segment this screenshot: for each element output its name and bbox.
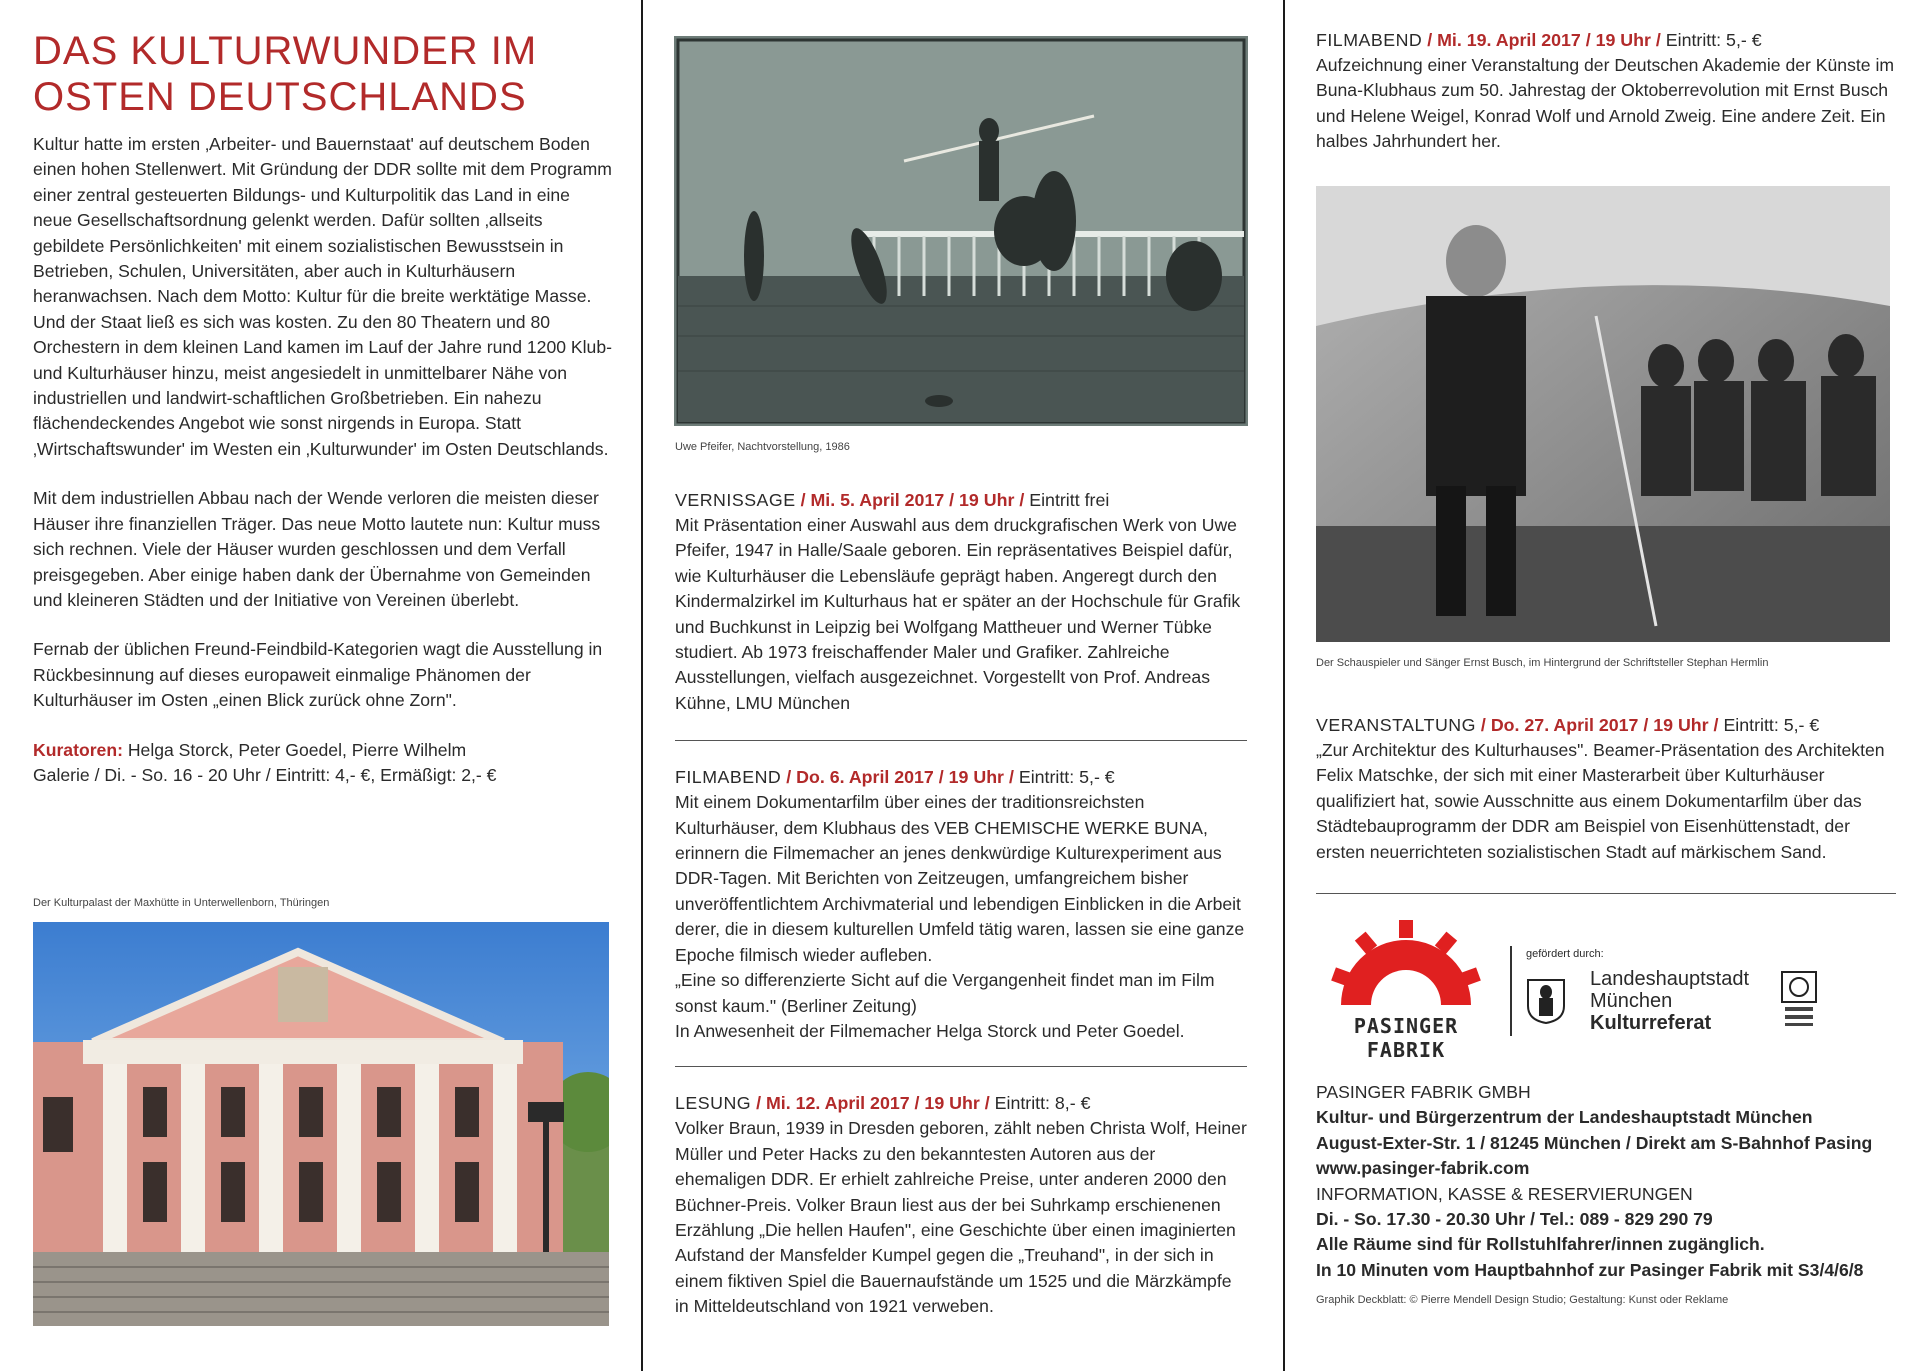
event-date: Do. 6. April 2017 / 19 Uhr xyxy=(796,767,1004,788)
divider xyxy=(675,740,1247,741)
org-line: Kultur- und Bürgerzentrum der Landeshauptstadt München xyxy=(1316,1107,1813,1128)
event-description: „Zur Architektur des Kulturhauses". Beamer-Präsentation des Architekten Felix Matschke, der sich mit einer Masterarbeit über Kulturhäuser qualifiziert hat, sowie Ausschnitte aus einem Dokumentarfilm über das Städtebauprogramm der DDR am Beispiel von Eisenhüttenstadt, der ersten neuerrichteten sozialistischen Stadt auf märkischem Sand. xyxy=(1316,740,1885,862)
logo-divider xyxy=(1510,946,1512,1036)
event-heading: LESUNG / Mi. 12. April 2017 / 19 Uhr / Eintritt: 8,- € xyxy=(675,1093,1091,1114)
org-website[interactable]: www.pasinger-fabrik.com xyxy=(1316,1158,1530,1179)
directions-note: In 10 Minuten vom Hauptbahnhof zur Pasinger Fabrik mit S3/4/6/8 xyxy=(1316,1259,1864,1280)
gear-icon xyxy=(1331,920,1481,1005)
divider xyxy=(675,1066,1247,1067)
event-heading: FILMABEND / Do. 6. April 2017 / 19 Uhr / Eintritt: 5,- € xyxy=(675,767,1115,788)
event-filmabend-19 xyxy=(1316,28,1896,155)
event-description: Aufzeichnung einer Veranstaltung der Deutschen Akademie der Künste im Buna-Klubhaus zum 50. Jahrestag der Oktoberrevolution mit Ernst Busch und Helene Weigel, Konrad Wolf und Arnold Zweig. Eine andere Zeit. Ein halbes Jahrhundert her. xyxy=(1316,55,1895,152)
department-name: Kulturreferat xyxy=(1590,1012,1712,1035)
city-logo xyxy=(1526,948,1896,1034)
press-quote: „Eine so differenzierte Sicht auf die Vergangenheit findet man im Film sonst kaum." (Berliner Zeitung) xyxy=(675,970,1215,1016)
event-note: In Anwesenheit der Filmemacher Helga Storck und Peter Goedel. xyxy=(675,1020,1185,1041)
event-description: Mit einem Dokumentarfilm über eines der traditionsreichsten Kulturhäuser, dem Klubhaus des VEB CHEMISCHE WERKE BUNA, erinnern die Filmemacher an jenes denkwürdige Kulturexperiment aus DDR-Tagen. Mit Berichten von Zeitzeugen, umfangreichem bisher unveröffentlichtem Archivmaterial und lebendigen Einblicken in die Arbeit derer, die in diesem kulturellen Umfeld tätig waren, lassen sie eine ganze Epoche filmisch wieder aufleben. xyxy=(675,792,1245,965)
emblem-icon xyxy=(1781,971,1817,1031)
event-label: LESUNG xyxy=(675,1093,752,1114)
accessibility-note: Alle Räume sind für Rollstuhlfahrer/innen zugänglich. xyxy=(1316,1234,1765,1255)
event-description: Volker Braun, 1939 in Dresden geboren, zählt neben Christa Wolf, Heiner Müller und Peter Hacks zu den bekanntesten Autoren aus der ehemaligen DDR. Er erhielt zahlreiche Preise, unter anderen 2000 den Büchner-Preis. Volker Braun liest aus der bei Suhrkamp erschienenen Erzählung „Die hellen Haufen", eine Geschichte über einen imaginierten Aufstand der Mansfelder Kumpel gegen die „Treuhand", in der sich in einem fiktiven Spiel die Bauernaufstände um 1525 und die Märzkämpfe in Mitteldeutschland von 1921 verweben. xyxy=(675,1118,1247,1317)
credits: Graphik Deckblatt: © Pierre Mendell Design Studio; Gestaltung: Kunst oder Reklame xyxy=(1316,1294,1729,1307)
ernst-busch-photo xyxy=(1316,186,1890,642)
kulturpalast-photo xyxy=(33,922,609,1326)
event-date: Mi. 12. April 2017 / 19 Uhr xyxy=(765,1093,980,1114)
event-fee: Eintritt: 5,- € xyxy=(1723,715,1820,735)
title-line: DAS KULTURWUNDER IM xyxy=(33,29,538,73)
event-fee: Eintritt: 8,- € xyxy=(994,1093,1091,1114)
event-fee: Eintritt: 5,- € xyxy=(1018,767,1115,788)
city-name: Landeshauptstadt xyxy=(1590,968,1750,991)
paragraph: Mit dem industriellen Abbau nach der Wende verloren die meisten dieser Häuser ihre finanziellen Träger. Das neue Motto lautete nun: Kultur muss sich rechnen. Viele der Häuser wurden geschlossen und dem Verfall preisgegeben. Aber einige haben dank der Übernahme von Gemeinden und kleineren Städten und der Initiative von Vereinen überlebt. xyxy=(33,488,601,610)
image-caption: Der Schauspieler und Sänger Ernst Busch, im Hintergrund der Schriftsteller Stephan Hermlin xyxy=(1316,657,1769,669)
gallery-info: Galerie / Di. - So. 16 - 20 Uhr / Eintritt: 4,- €, Ermäßigt: 2,- € xyxy=(33,764,497,785)
pasinger-wordmark: PASINGER FABRIK xyxy=(1353,1014,1459,1063)
column-divider xyxy=(1283,0,1285,1371)
pasinger-logo xyxy=(1316,920,1496,1062)
event-date: Mi. 19. April 2017 / 19 Uhr xyxy=(1437,30,1651,50)
curators-names: Helga Storck, Peter Goedel, Pierre Wilhelm xyxy=(127,739,467,760)
curators-block xyxy=(33,738,612,789)
nachtvorstellung-artwork xyxy=(674,36,1248,426)
image-caption: Der Kulturpalast der Maxhütte in Unterwellenborn, Thüringen xyxy=(33,897,330,909)
org-address: August-Exter-Str. 1 / 81245 München / Direkt am S-Bahnhof Pasing xyxy=(1316,1132,1873,1153)
event-label: VERNISSAGE xyxy=(675,490,796,510)
event-description: Mit Präsentation einer Auswahl aus dem druckgrafischen Werk von Uwe Pfeifer, 1947 in Halle/Saale geboren. Ein repräsentatives Beispiel dafür, wie Kulturhäuser die Lebensläufe geprägt haben. Angeregt durch den Kindermalzirkel im Kulturhaus hat er später an der Hochschule für Grafik und Buchkunst in Leipzig bei Wolfgang Mattheuer und Werner Tübke studiert. Ab 1973 freischaffender Maler und Grafiker. Zahlreiche Ausstellungen, vielfach ausgezeichnet. Vorgestellt von Prof. Andreas Kühne, LMU München xyxy=(675,515,1241,713)
event-heading: VERNISSAGE / Mi. 5. April 2017 / 19 Uhr / Eintritt frei xyxy=(675,490,1110,510)
event-date: Mi. 5. April 2017 / 19 Uhr xyxy=(810,490,1015,510)
event-label: FILMABEND xyxy=(675,767,782,788)
city-name: München xyxy=(1590,990,1673,1013)
organization-info xyxy=(1316,1080,1896,1307)
divider xyxy=(1316,893,1896,894)
event-label: VERANSTALTUNG xyxy=(1316,715,1476,735)
org-hours: Di. - So. 17.30 - 20.30 Uhr / Tel.: 089 - 829 290 79 xyxy=(1316,1209,1713,1230)
event-fee: Eintritt: 5,- € xyxy=(1665,30,1762,50)
event-heading: FILMABEND / Mi. 19. April 2017 / 19 Uhr / Eintritt: 5,- € xyxy=(1316,30,1762,50)
image-caption: Uwe Pfeifer, Nachtvorstellung, 1986 xyxy=(675,441,850,453)
munich-crest-icon xyxy=(1526,978,1566,1024)
event-label: FILMABEND xyxy=(1316,30,1423,50)
event-heading: VERANSTALTUNG / Do. 27. April 2017 / 19 Uhr / Eintritt: 5,- € xyxy=(1316,715,1820,735)
event-veranstaltung xyxy=(1316,713,1896,1307)
title-line: OSTEN DEUTSCHLANDS xyxy=(33,75,527,119)
event-fee: Eintritt frei xyxy=(1029,490,1110,510)
intro-paragraph: Kultur hatte im ersten ‚Arbeiter- und Bauernstaat' auf deutschem Boden einen hohen Stellenwert. Mit Gründung der DDR sollte mit dem Programm einer zentral gesteuerten Bildungs- und Kulturpolitik das Land in eine neue Gesellschaftsordnung gelenkt werden. Dafür sollten ‚allseits gebildete Persönlichkeiten' mit einem sozialistischen Bewusstsein in Betrieben, Schulen, Universitäten, aber auch in Kulturhäusern heranwachsen. Nach dem Motto: Kultur für die breite werktätige Masse. Und der Staat ließ es sich was kosten. Zu den 80 Theatern und 80 Orchestern in dem kleinen Land kamen im Lauf der Jahre rund 1200 Klub- und Kulturhäuser hinzu, meist angesiedelt in unmittelbarer Nähe von industriellen und landwirt-schaftlichen Großbetrieben. Ein nahezu flächendeckendes Angebot wie sonst nirgends in Europa. Statt ‚Wirtschaftswunder' im Westen ein ‚Kulturwunder' im Osten Deutschlands. xyxy=(33,134,612,459)
event-date: Do. 27. April 2017 / 19 Uhr xyxy=(1490,715,1709,735)
event-vernissage xyxy=(675,488,1247,1320)
curators-label: Kuratoren: xyxy=(33,739,123,760)
org-name: PASINGER FABRIK GMBH xyxy=(1316,1082,1531,1103)
paragraph: Fernab der üblichen Freund-Feindbild-Kategorien wagt die Ausstellung in Rückbesinnung auf dieses europaweit einmalige Phänomen der Kulturhäuser im Osten „einen Blick zurück ohne Zorn". xyxy=(33,639,603,711)
funded-by-label: gefördert durch: xyxy=(1526,948,1604,961)
sponsor-logos xyxy=(1316,920,1896,1062)
page-title xyxy=(33,28,612,120)
info-heading: INFORMATION, KASSE & RESERVIERUNGEN xyxy=(1316,1183,1693,1204)
